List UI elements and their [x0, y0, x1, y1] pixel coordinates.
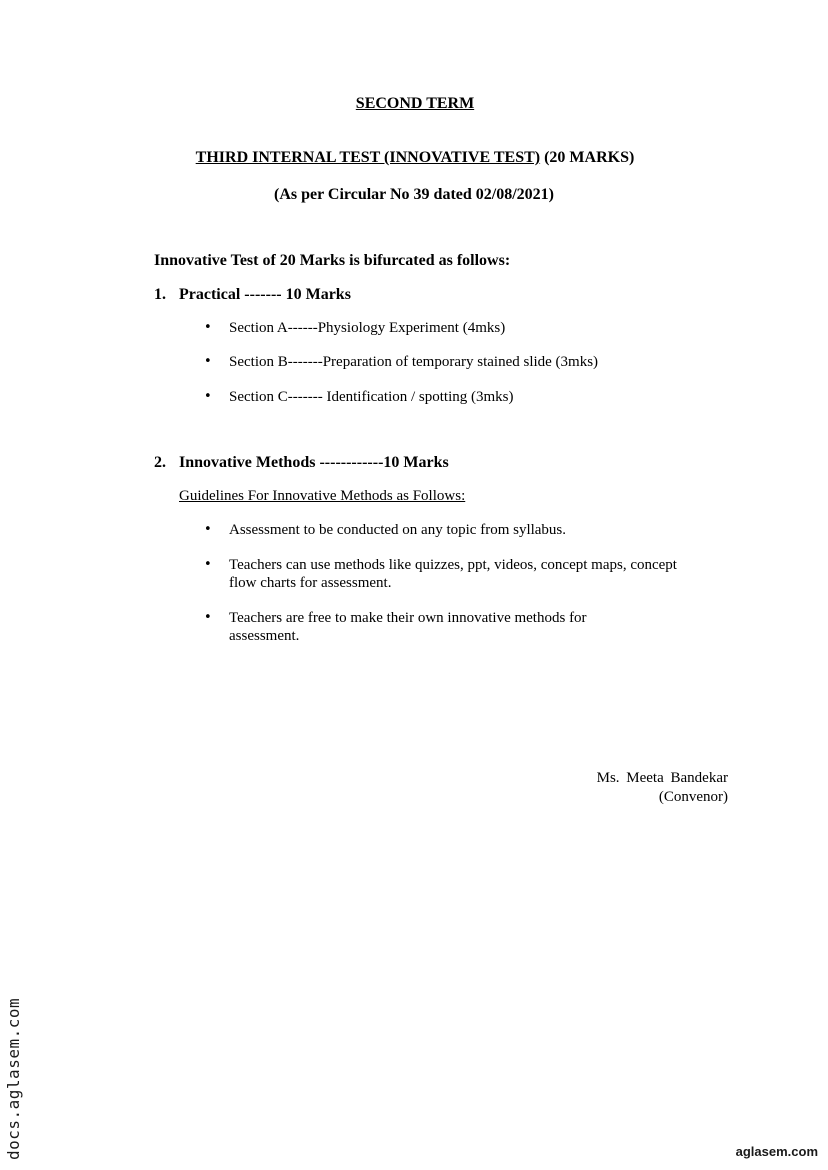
section-2-item-1: Assessment to be conducted on any topic from syllabus.	[229, 522, 567, 538]
bullet-icon: •	[204, 354, 212, 369]
signature-role: (Convenor)	[658, 789, 728, 805]
test-heading-name: THIRD INTERNAL TEST (INNOVATIVE TEST)	[195, 149, 541, 166]
section-1-heading: Practical ------- 10 Marks	[179, 286, 351, 303]
section-1-number: 1.	[154, 286, 166, 303]
section-2-item-3: Teachers are free to make their own innovative methods for assessment.	[229, 610, 587, 644]
section-1-item-3: Section C------- Identification / spotting (3mks)	[229, 389, 514, 405]
bullet-icon: •	[204, 557, 212, 572]
test-heading	[0, 149, 828, 167]
test-heading-marks: (20 MARKS)	[540, 149, 635, 166]
bullet-icon: •	[204, 320, 212, 335]
section-2-item-2: Teachers can use methods like quizzes, ppt, videos, concept maps, concept flow charts for assessment.	[229, 557, 677, 591]
corner-watermark: aglasem.com	[735, 1144, 818, 1159]
circular-note: (As per Circular No 39 dated 02/08/2021)	[274, 186, 554, 203]
bullet-icon: •	[204, 389, 212, 404]
side-watermark: docs.aglasem.com	[4, 997, 23, 1160]
section-2-number: 2.	[154, 454, 166, 471]
intro-line: Innovative Test of 20 Marks is bifurcated as follows:	[154, 252, 511, 269]
bullet-icon: •	[204, 610, 212, 625]
signature-name: Ms. Meeta Bandekar	[596, 770, 728, 786]
section-1-item-2: Section B-------Preparation of temporary stained slide (3mks)	[229, 354, 599, 370]
document-title: SECOND TERM	[355, 95, 475, 112]
bullet-icon: •	[204, 522, 212, 537]
section-1-item-1: Section A------Physiology Experiment (4mks)	[229, 320, 506, 336]
guidelines-heading: Guidelines For Innovative Methods as Follows:	[179, 488, 466, 504]
section-2-heading: Innovative Methods ------------10 Marks	[179, 454, 449, 471]
